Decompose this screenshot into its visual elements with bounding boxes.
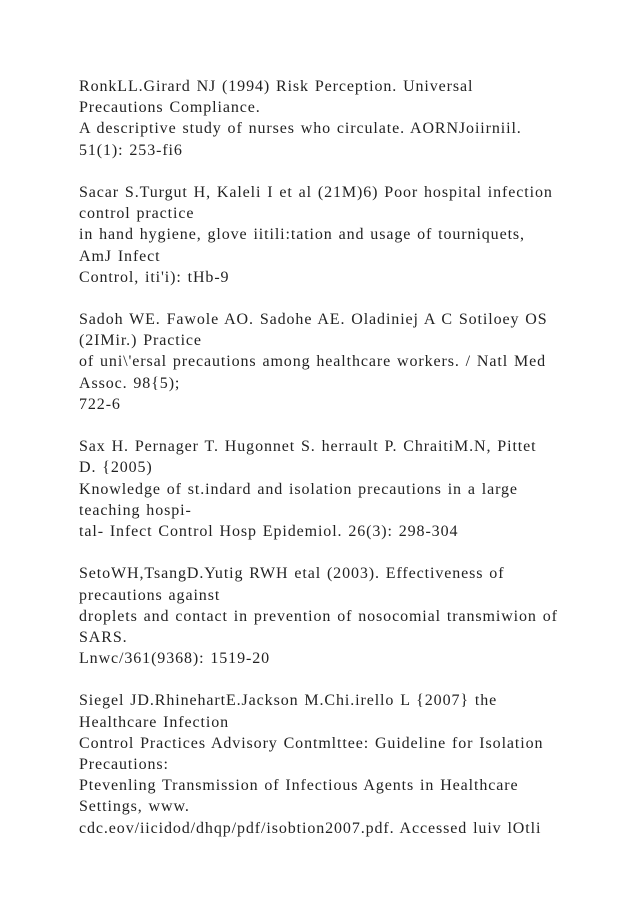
reference-line: 722-6: [79, 395, 121, 413]
reference-line: SARS.: [79, 628, 128, 646]
reference-line: RonkLL.Girard NJ (1994) Risk Perception. Universal: [79, 78, 474, 95]
reference-line: in hand hygiene, glove iitili:tation and usage of tourniquets,: [79, 226, 525, 244]
reference-line: Knowledge of st.indard and isolation precautions in a large: [79, 480, 518, 498]
reference-line: droplets and contact in prevention of nosocomial transmiwion of: [79, 607, 558, 625]
reference-line: SetoWH,TsangD.Yutig RWH etal (2003). Effectiveness of: [79, 565, 505, 583]
reference-line: Control Practices Advisory Contmlttee: Guideline for Isolation: [79, 734, 544, 752]
reference-line: D. {2005): [79, 459, 153, 477]
reference-list: [79, 76, 579, 839]
reference-line: Ptevenling Transmission of Infectious Agents in Healthcare: [79, 777, 519, 795]
reference-line: Siegel JD.RhinehartE.Jackson M.Chi.irello L {2007} the: [79, 692, 498, 710]
reference-line: cdc.eov/iicidod/dhqp/pdf/isobtion2007.pdf. Accessed luiv lOtli: [79, 819, 542, 837]
reference-entry: [79, 182, 579, 288]
reference-line: Sadoh WE. Fawole AO. Sadohe AE. Oladiniej A C Sotiloey OS: [79, 311, 548, 329]
reference-line: AmJ Infect: [79, 247, 161, 265]
reference-entry: [79, 309, 579, 415]
reference-line: control practice: [79, 205, 195, 223]
reference-entry: [79, 76, 579, 161]
reference-line: Assoc. 98{5);: [79, 374, 181, 392]
reference-line: Precautions:: [79, 756, 169, 773]
reference-entry: [79, 563, 579, 669]
reference-line: Sacar S.Turgut H, Kaleli I et al (21M)6) Poor hospital infection: [79, 183, 553, 201]
reference-line: teaching hospi-: [79, 501, 192, 519]
reference-entry: [79, 690, 579, 838]
reference-line: (2IMir.) Practice: [79, 332, 202, 350]
reference-line: Settings, www.: [79, 798, 190, 816]
reference-line: Sax H. Pernager T. Hugonnet S. herrault P. ChraitiM.N, Pittet: [79, 438, 537, 456]
reference-line: Healthcare Infection: [79, 713, 230, 731]
reference-line: 51(1): 253-fi6: [79, 141, 183, 159]
reference-line: Control, iti'i): tHb-9: [79, 268, 230, 286]
reference-line: Lnwc/361(9368): 1519-20: [79, 650, 271, 668]
reference-line: tal- Infect Control Hosp Epidemiol. 26(3): 298-304: [79, 522, 459, 540]
reference-line: precautions against: [79, 586, 221, 604]
reference-entry: [79, 436, 579, 542]
reference-line: Precautions Compliance.: [79, 99, 261, 117]
reference-line: of uni\'ersal precautions among healthcare workers. / Natl Med: [79, 353, 546, 371]
reference-line: A descriptive study of nurses who circulate. AORNJoiirniil.: [79, 120, 522, 138]
